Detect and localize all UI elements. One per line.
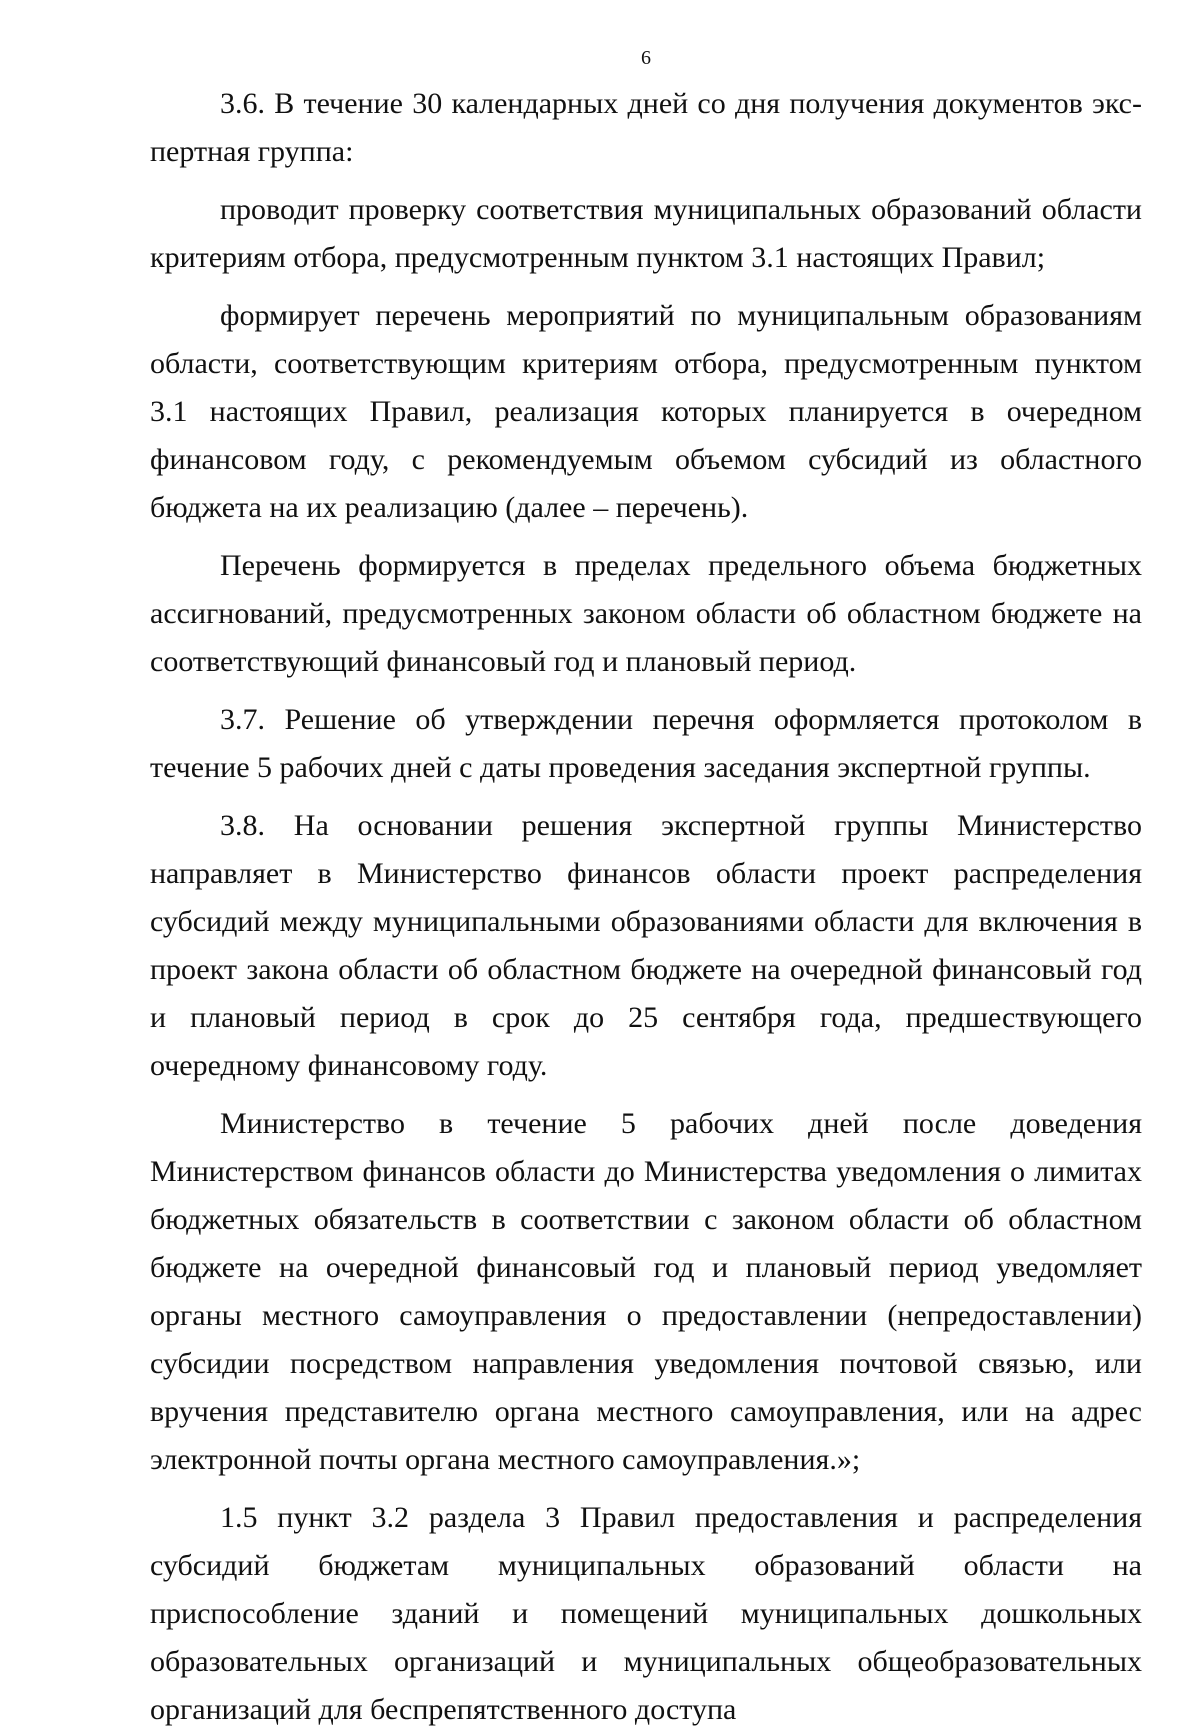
paragraph-check-compliance: проводит проверку соответствия муниципальных образований области критериям отбора, предусмотренным пунктом 3.1 настоящих Правил; — [150, 193, 1142, 274]
paragraph-ministry-notification: Министерство в течение 5 рабочих дней после доведения Министерством финансов области до Министерства уведомления о лимитах бюджетных обязательств в соответствии с законом области об областном бюджете на очередной финансовый год и плановый период уведомляет органы местного самоуправления о предоставлении (непредоставлении) субсидии посредством направления уведомления почтовой связью, или вручения представителю органа местного самоуправления, или на адрес электронной почты органа местного самоуправления.»; — [150, 1107, 1142, 1476]
paragraph-list-limits: Перечень формируется в пределах предельного объема бюджетных ассигнований, предусмотренных законом области об областном бюджете на соответствующий финансовый год и плановый период. — [150, 549, 1142, 678]
document-body — [150, 80, 1142, 1734]
paragraph-3-7: 3.7. Решение об утверждении перечня оформляется протоколом в течение 5 рабочих дней с даты проведения заседания экспертной группы. — [150, 703, 1142, 784]
paragraph-form-list: формирует перечень мероприятий по муниципальным образованиям области, соответствующим критериям отбора, предусмотренным пунктом 3.1 настоящих Правил, реализация которых планируется в очередном финансовом году, с рекомендуемым объемом субсидий из областного бюджета на их реализацию (далее – перечень). — [150, 299, 1142, 524]
paragraph-3-6: 3.6. В течение 30 календарных дней со дня получения документов экспертная группа: — [150, 87, 1142, 168]
paragraph-3-8: 3.8. На основании решения экспертной группы Министерство направляет в Министерство финансов области проект распределения субсидий между муниципальными образованиями области для включения в проект закона области об областном бюджете на очередной финансовый год и плановый период в срок до 25 сентября года, предшествующего очередному финансовому году. — [150, 809, 1142, 1082]
page-number: 6 — [641, 47, 651, 69]
paragraph-1-5: 1.5 пункт 3.2 раздела 3 Правил предоставления и распределения субсидий бюджетам муниципальных образований области на приспособление зданий и помещений муниципальных дошкольных образовательных организаций и муниципальных общеобразовательных организаций для беспрепятственного доступа — [150, 1501, 1142, 1726]
